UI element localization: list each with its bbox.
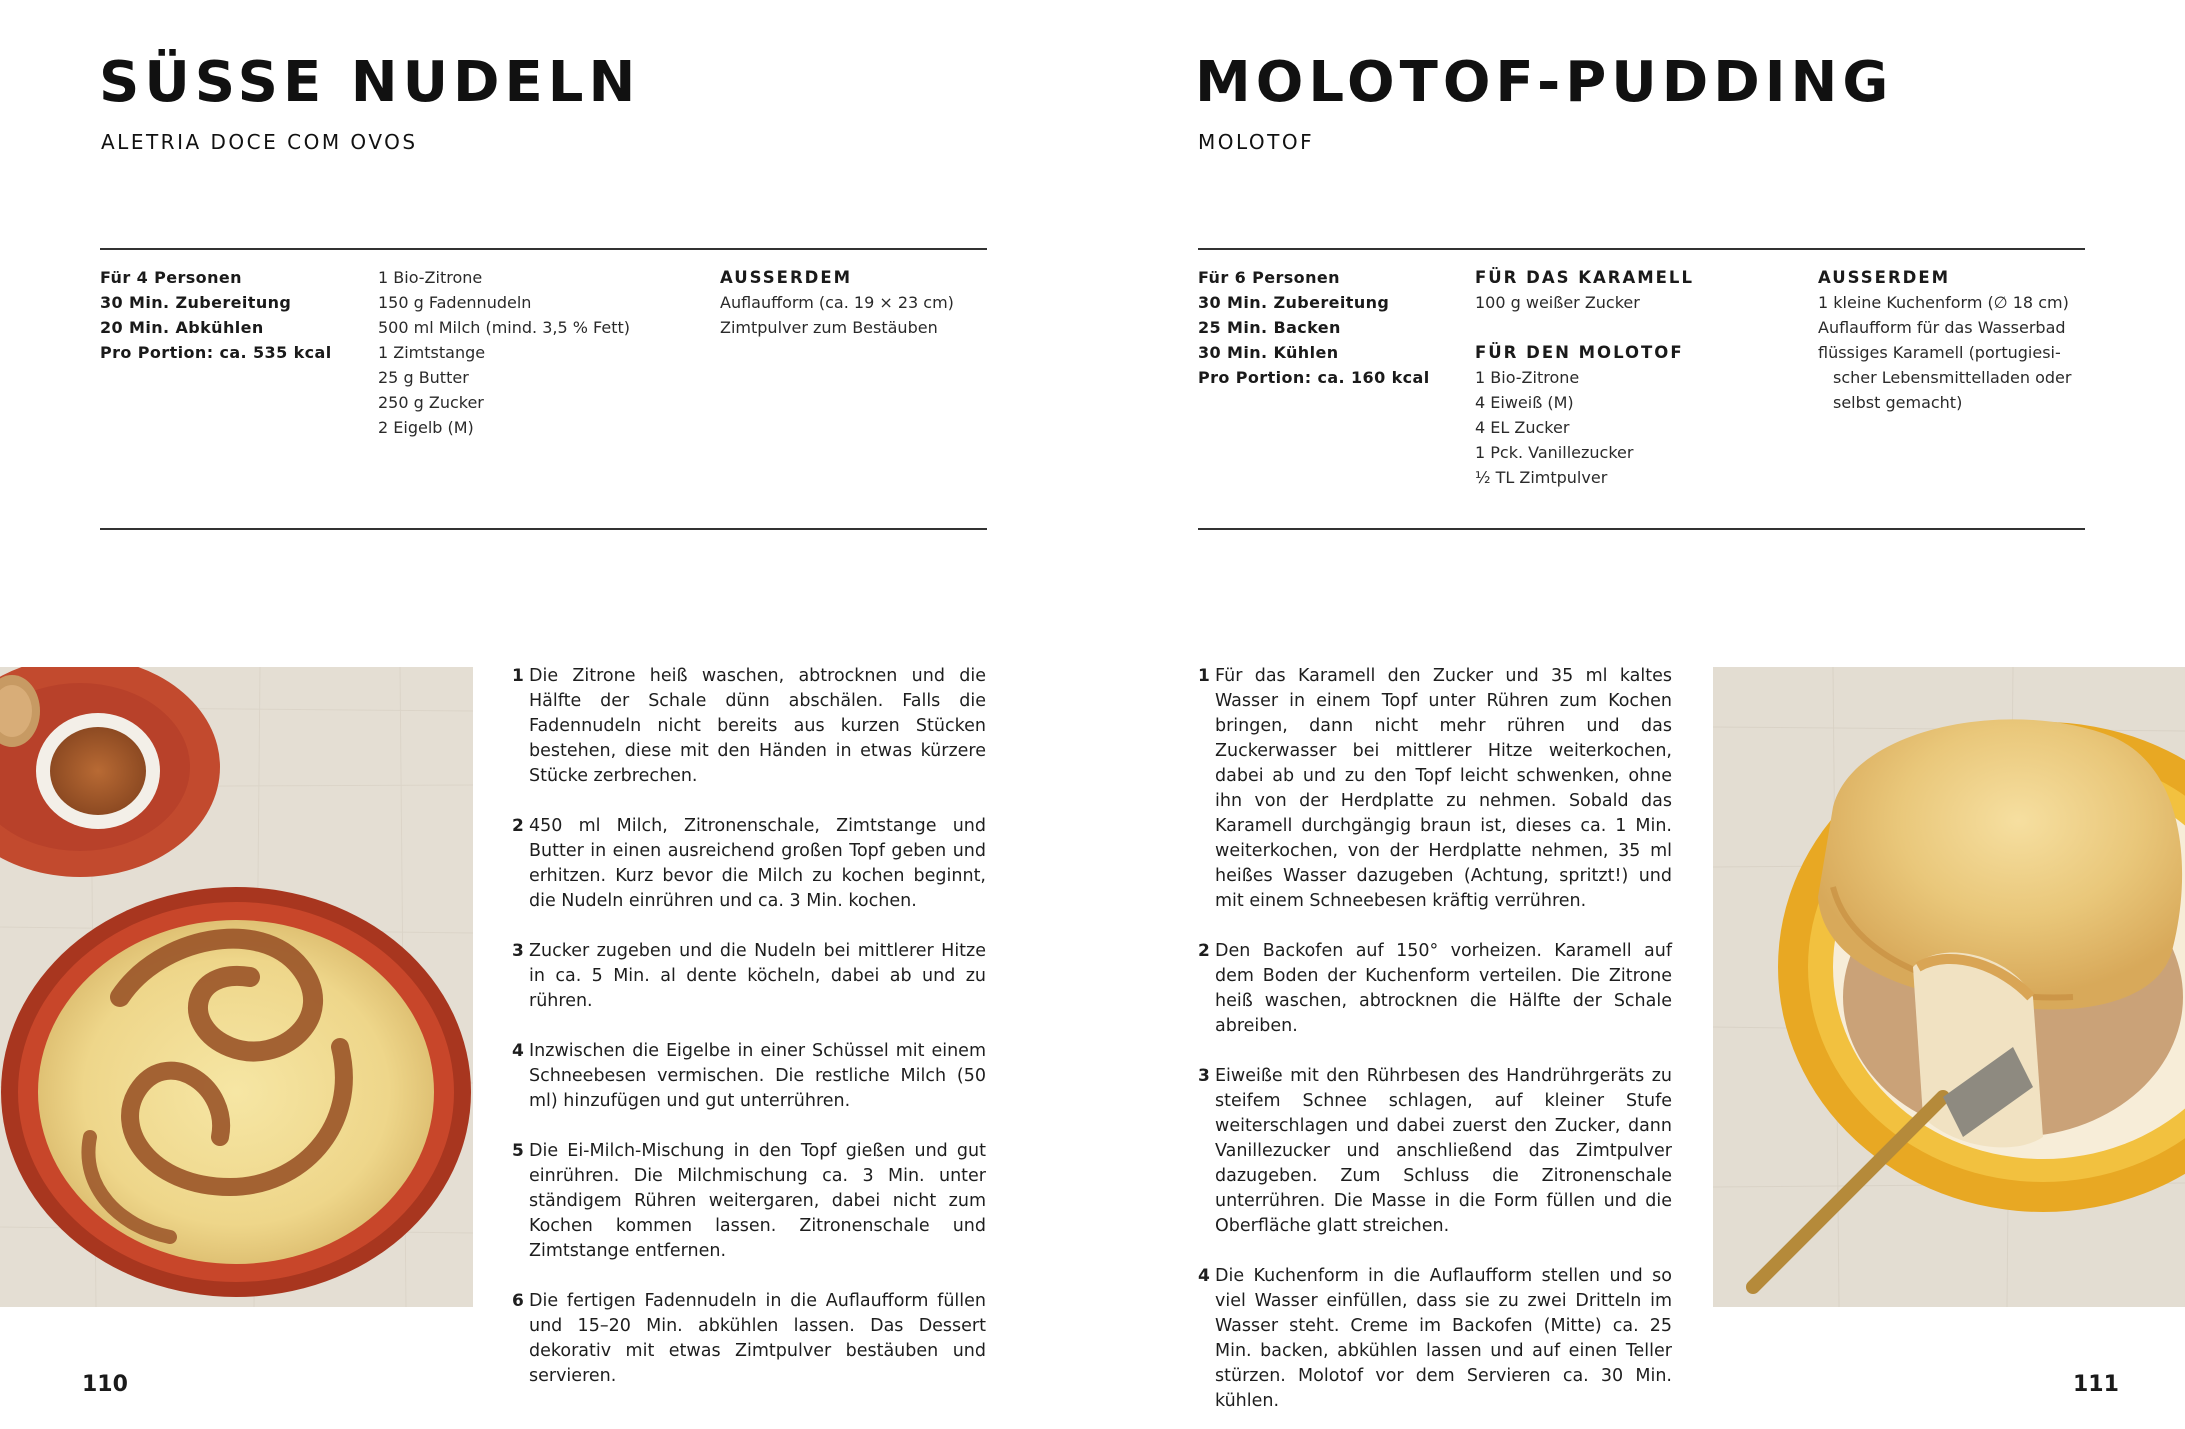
ingredient: 500 ml Milch (mind. 3,5 % Fett): [378, 318, 630, 337]
step-number: 2: [512, 816, 524, 836]
step: [512, 664, 986, 789]
ingredient: 1 Pck. Vanillezucker: [1475, 443, 1634, 462]
extra-item: flüssiges Karamell (portugiesi-: [1818, 343, 2061, 362]
step-number: 1: [1198, 666, 1210, 686]
calories: Pro Portion: ca. 160 kcal: [1198, 368, 1430, 387]
step-text: Zucker zugeben und die Nudeln bei mittlerer Hitze in ca. 5 Min. al dente köcheln, dabei ab und zu rühren.: [529, 941, 986, 1011]
step-text: 450 ml Milch, Zitronenschale, Zimtstange und Butter in einen ausreichend großen Topf geben und erhitzen. Kurz bevor die Milch zu kochen beginnt, die Nudeln einrühren und ca. 3 Min. kochen.: [529, 816, 986, 911]
recipe-title: MOLOTOF-PUDDING: [1195, 50, 1894, 115]
extra-item: Auflaufform für das Wasserbad: [1818, 318, 2066, 337]
step: [1198, 939, 1672, 1039]
molotof-heading: FÜR DEN MOLOTOF: [1475, 343, 1684, 362]
ingredient: 4 EL Zucker: [1475, 418, 1570, 437]
step-text: Die fertigen Fadennudeln in die Auflaufform füllen und 15–20 Min. abkühlen lassen. Das Dessert dekorativ mit etwas Zimtpulver bestäuben und servieren.: [529, 1291, 986, 1386]
step: [1198, 1064, 1672, 1239]
ingredient: ½ TL Zimtpulver: [1475, 468, 1608, 487]
step-text: Für das Karamell den Zucker und 35 ml kaltes Wasser in einem Topf unter Rühren zum Kochen bringen, dann nicht mehr rühren und das Zuckerwasser bei mittlerer Hitze weiterkochen, dabei ab und zu den Topf leicht schwenken, ohne ihn von der Herdplatte zu nehmen. Sobald das Karamell durchgängig braun ist, dieses ca. 1 Min. weiterkochen, von der Herdplatte nehmen, 35 ml heißes Wasser dazugeben (Achtung, spritzt!) und mit einem Schneebesen kräftig verrühren.: [1215, 666, 1672, 911]
recipe-subtitle: ALETRIA DOCE COM OVOS: [101, 130, 418, 154]
extra-heading: AUSSERDEM: [720, 268, 853, 287]
ingredient: 250 g Zucker: [378, 393, 484, 412]
page-number: 110: [82, 1372, 128, 1397]
step-text: Die Zitrone heiß waschen, abtrocknen und die Hälfte der Schale dünn abschälen. Falls die Fadennudeln nicht bereits aus kurzen Stücken bestehen, diese mit den Händen in etwas kürzere Stücke zerbrechen.: [529, 666, 986, 786]
extra-list: [1818, 265, 2071, 415]
prep-time: 30 Min. Zubereitung: [1198, 293, 1390, 312]
molotof-pudding-photo: [1713, 667, 2185, 1307]
extra-item: selbst gemacht): [1833, 393, 1963, 412]
right-page: [1093, 0, 2185, 1429]
step-text: Inzwischen die Eigelbe in einer Schüssel mit einem Schneebesen vermischen. Die restliche Milch (50 ml) hinzufügen und gut unterrühren.: [529, 1041, 986, 1111]
bottom-divider: [1198, 528, 2085, 530]
ingredient: 1 Bio-Zitrone: [1475, 368, 1580, 387]
step-text: Eiweiße mit den Rührbesen des Handrührgeräts zu steifem Schnee schlagen, auf kleiner Stufe weiterschlagen und dabei zuerst den Zucker, dann Vanillezucker und anschließend das Zimtpulver dazugeben. Zum Schluss die Zitronenschale unterrühren. Die Masse in die Form füllen und die Oberfläche glatt streichen.: [1215, 1066, 1672, 1236]
ingredient: 150 g Fadennudeln: [378, 293, 532, 312]
step: [1198, 664, 1672, 914]
ingredient: 1 Bio-Zitrone: [378, 268, 483, 287]
method-steps: [512, 664, 986, 1414]
step: [1198, 1264, 1672, 1414]
extra-item: Zimtpulver zum Bestäuben: [720, 318, 938, 337]
ingredient-list: [378, 265, 630, 440]
step-number: 5: [512, 1141, 524, 1161]
page-number: 111: [2073, 1372, 2119, 1397]
extra-item: scher Lebensmittelladen oder: [1833, 368, 2072, 387]
ingredient-list: [1475, 265, 1694, 490]
extra-item: 1 kleine Kuchenform (∅ 18 cm): [1818, 293, 2069, 312]
sweet-noodles-photo: [0, 667, 473, 1307]
servings: Für 6 Personen: [1198, 268, 1340, 287]
ingredient: 25 g Butter: [378, 368, 469, 387]
bake-time: 25 Min. Backen: [1198, 318, 1341, 337]
step: [512, 939, 986, 1014]
method-steps: [1198, 664, 1672, 1429]
chill-time: 30 Min. Kühlen: [1198, 343, 1339, 362]
step-number: 4: [512, 1041, 524, 1061]
step: [512, 1039, 986, 1114]
extra-heading: AUSSERDEM: [1818, 268, 1951, 287]
ingredient: 100 g weißer Zucker: [1475, 293, 1640, 312]
recipe-info: [100, 265, 332, 365]
step-number: 6: [512, 1291, 524, 1311]
left-page: [0, 0, 1092, 1429]
step-number: 3: [512, 941, 524, 961]
servings: Für 4 Personen: [100, 268, 242, 287]
step: [512, 814, 986, 914]
step: [512, 1139, 986, 1264]
ingredient: 4 Eiweiß (M): [1475, 393, 1574, 412]
step-number: 1: [512, 666, 524, 686]
step-text: Die Ei-Milch-Mischung in den Topf gießen und gut einrühren. Die Milchmischung ca. 3 Min. unter ständigem Rühren weitergaren, dabei nicht zum Kochen kommen lassen. Zitronenschale und Zimtstange entfernen.: [529, 1141, 986, 1261]
top-divider: [100, 248, 987, 250]
recipe-info: [1198, 265, 1430, 390]
recipe-title: SÜSSE NUDELN: [99, 50, 641, 115]
top-divider: [1198, 248, 2085, 250]
cool-time: 20 Min. Abkühlen: [100, 318, 264, 337]
caramel-heading: FÜR DAS KARAMELL: [1475, 268, 1694, 287]
step-number: 4: [1198, 1266, 1210, 1286]
extra-list: [720, 265, 954, 340]
step: [512, 1289, 986, 1389]
ingredient: 1 Zimtstange: [378, 343, 486, 362]
step-number: 2: [1198, 941, 1210, 961]
recipe-subtitle: MOLOTOF: [1198, 130, 1315, 154]
extra-item: Auflaufform (ca. 19 × 23 cm): [720, 293, 954, 312]
prep-time: 30 Min. Zubereitung: [100, 293, 292, 312]
step-text: Den Backofen auf 150° vorheizen. Karamell auf dem Boden der Kuchenform verteilen. Die Zitrone heiß waschen, abtrocknen die Hälfte der Schale abreiben.: [1215, 941, 1672, 1036]
step-number: 3: [1198, 1066, 1210, 1086]
calories: Pro Portion: ca. 535 kcal: [100, 343, 332, 362]
ingredient: 2 Eigelb (M): [378, 418, 474, 437]
bottom-divider: [100, 528, 987, 530]
step-text: Die Kuchenform in die Auflaufform stellen und so viel Wasser einfüllen, dass sie zu zwei Dritteln im Wasser steht. Creme im Backofen (Mitte) ca. 25 Min. backen, abkühlen lassen und auf einen Teller stürzen. Molotof vor dem Servieren ca. 30 Min. kühlen.: [1215, 1266, 1672, 1411]
